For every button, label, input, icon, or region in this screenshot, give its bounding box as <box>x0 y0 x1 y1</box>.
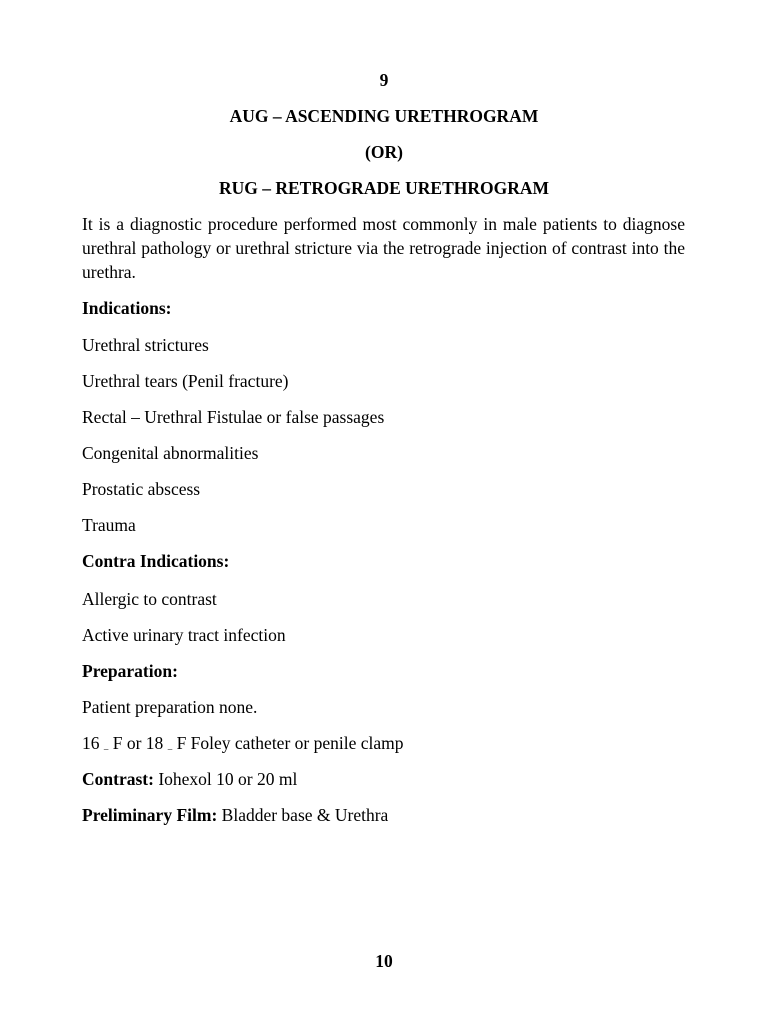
indications-heading: Indications: <box>82 298 172 318</box>
catheter-size-2: F or 18 <box>108 733 168 753</box>
catheter-sub-1: – <box>103 744 109 754</box>
preliminary-film-label: Preliminary Film: <box>82 805 218 825</box>
top-page-number: 9 <box>379 70 389 90</box>
indication-item: Urethral tears (Penil fracture) <box>82 371 289 391</box>
contrast-value: Iohexol 10 or 20 ml <box>153 769 298 789</box>
indication-item: Prostatic abscess <box>82 479 201 499</box>
contrast-line <box>82 768 297 790</box>
catheter-sub-2: – <box>167 744 173 754</box>
intro-paragraph: It is a diagnostic procedure performed most commonly in male patients to diagnose urethral pathology or urethral stricture via the retrograde injection of contrast into the urethra. <box>82 214 685 282</box>
contra-indications-heading: Contra Indications: <box>82 551 230 571</box>
title-or: (OR) <box>365 142 403 162</box>
preliminary-film-line <box>82 804 388 826</box>
indication-item: Trauma <box>82 515 136 535</box>
title-rug: RUG – RETROGRADE URETHROGRAM <box>218 178 550 198</box>
preparation-line: Patient preparation none. <box>82 697 258 717</box>
contra-indication-item: Allergic to contrast <box>82 589 217 609</box>
preparation-heading: Preparation: <box>82 661 178 681</box>
bottom-page-number: 10 <box>375 951 393 971</box>
catheter-size-1: 16 <box>82 733 104 753</box>
contrast-label: Contrast: <box>82 769 154 789</box>
preliminary-film-value: Bladder base & Urethra <box>217 805 389 825</box>
catheter-desc: F Foley catheter or penile clamp <box>172 733 404 753</box>
title-aug: AUG – ASCENDING URETHROGRAM <box>229 106 539 126</box>
indication-item: Congenital abnormalities <box>82 443 259 463</box>
contra-indication-item: Active urinary tract infection <box>82 625 286 645</box>
indication-item: Rectal – Urethral Fistulae or false passages <box>82 407 385 427</box>
catheter-line <box>82 732 404 760</box>
indication-item: Urethral strictures <box>82 335 209 355</box>
